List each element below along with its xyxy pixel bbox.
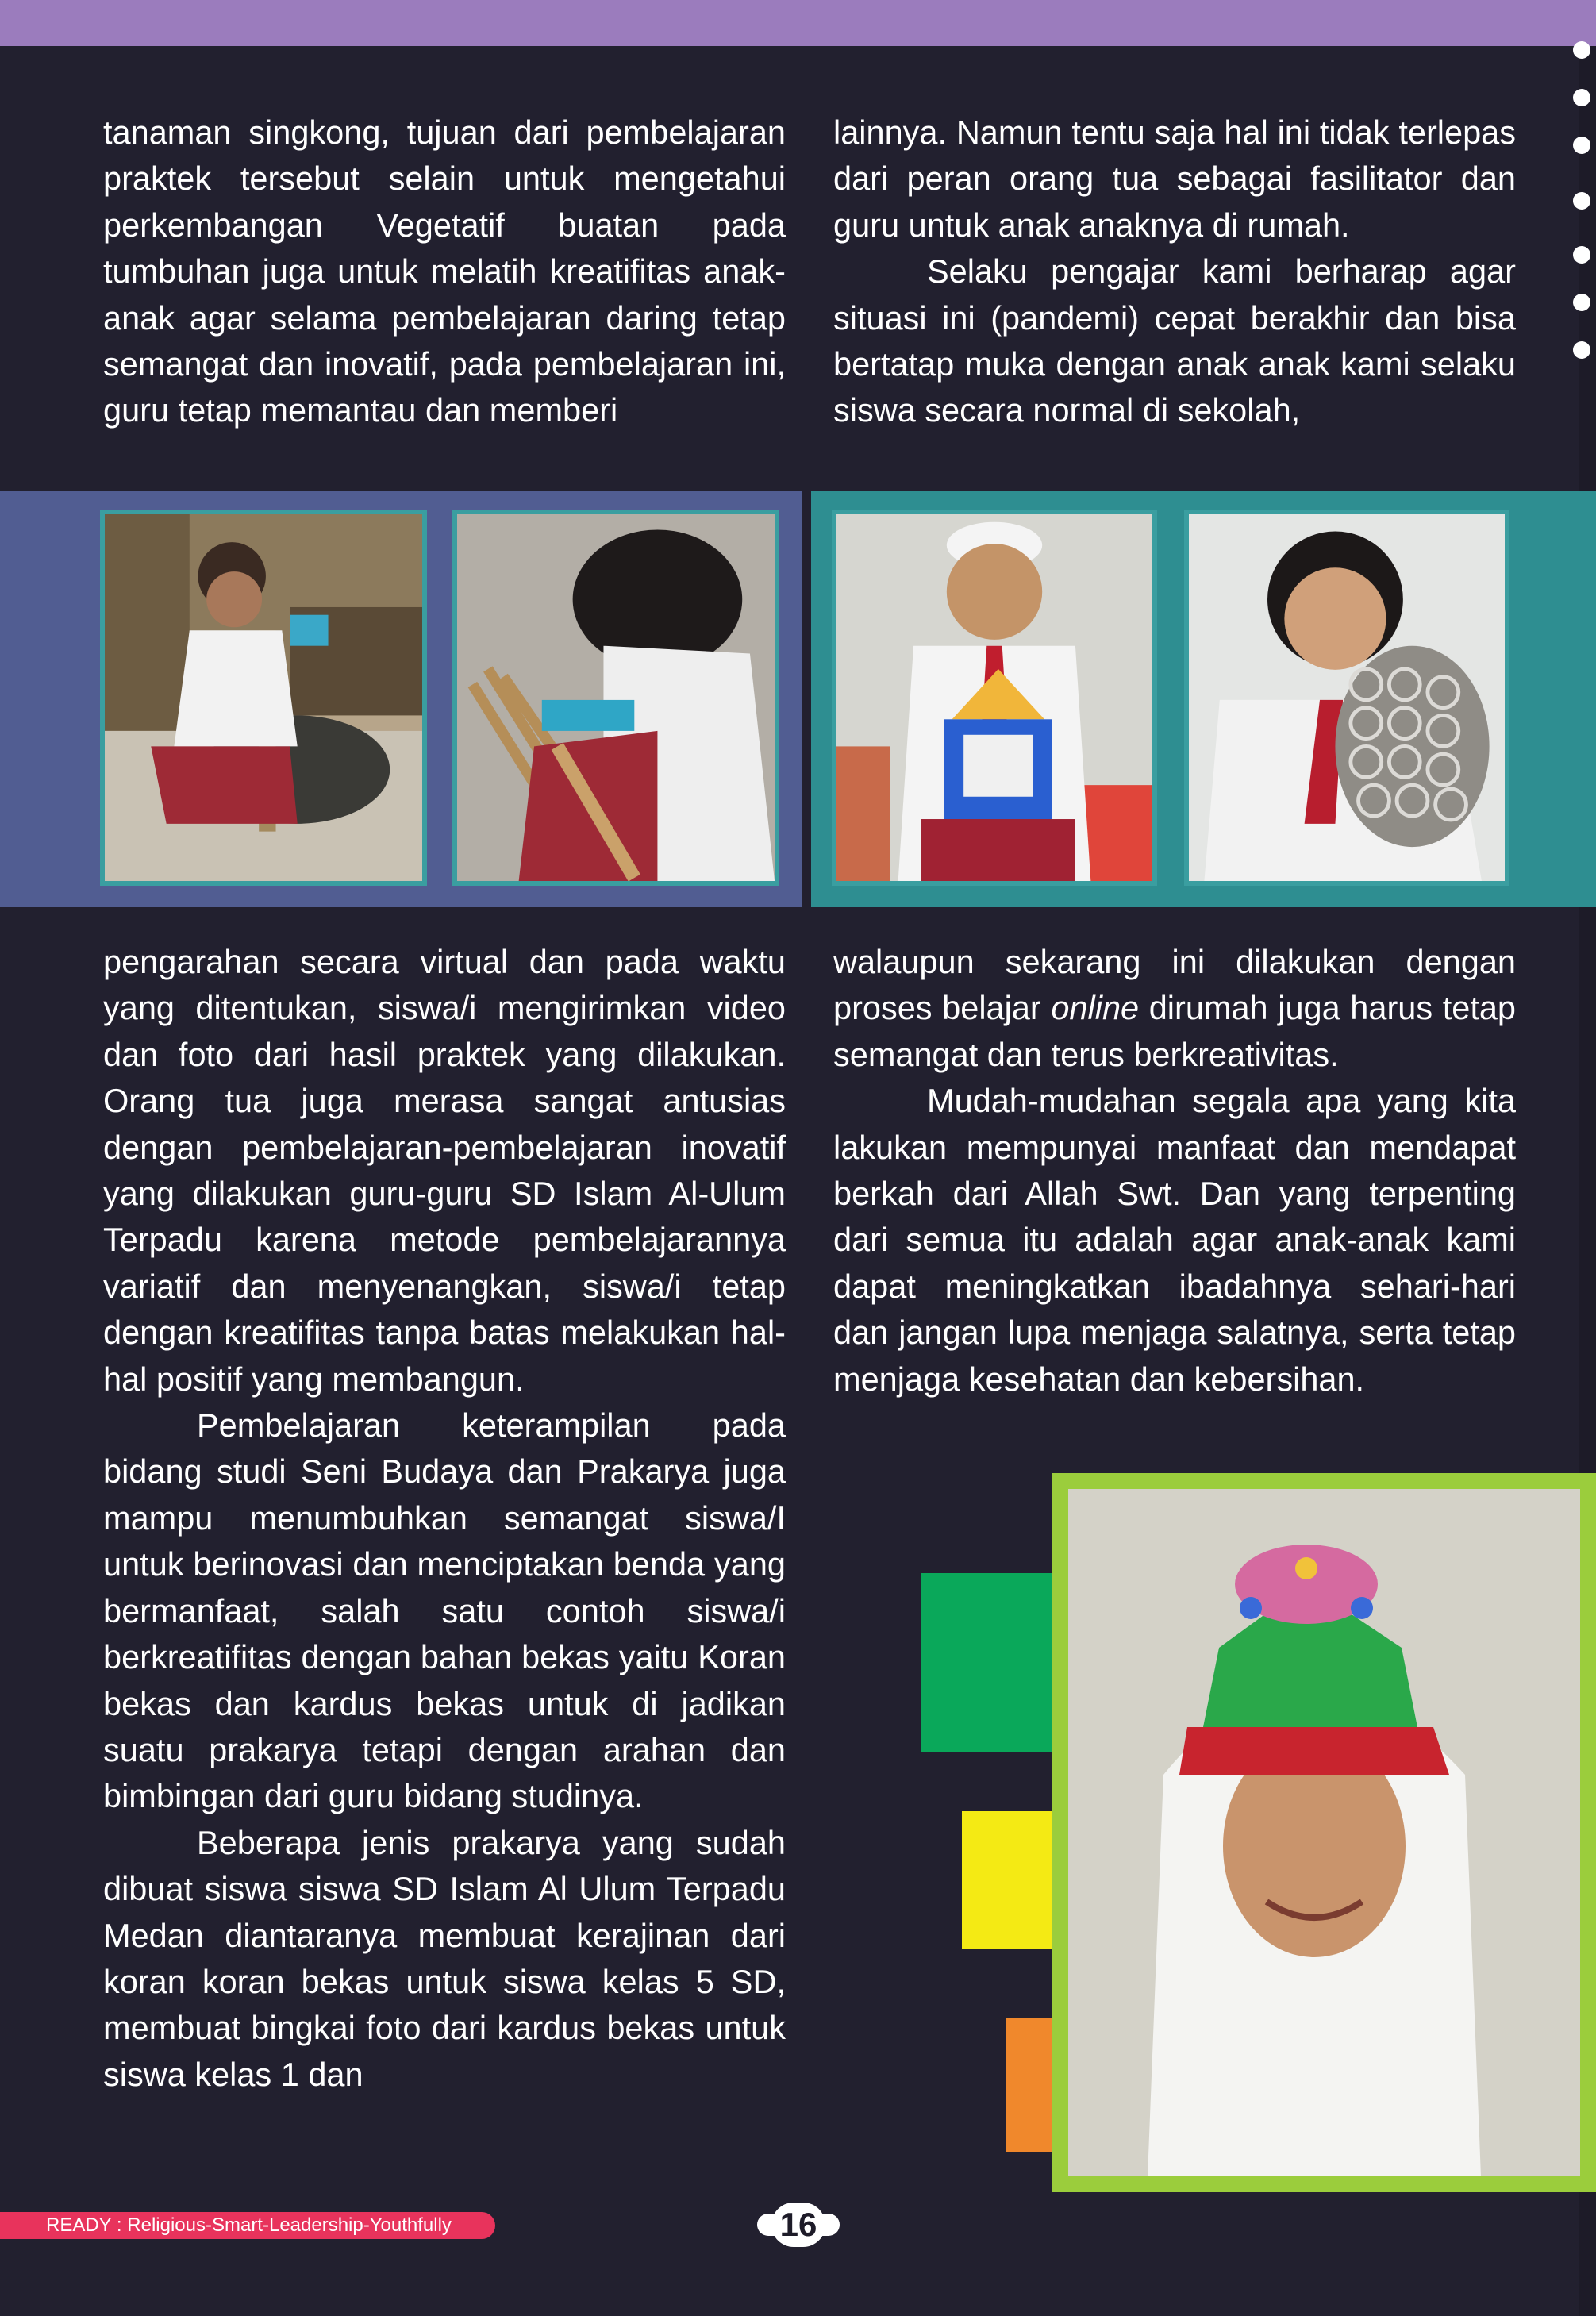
photo-boy-planting-cassava xyxy=(100,510,427,886)
paragraph: Selaku pengajar kami berharap agar situasi ini (pandemi) cepat berakhir dan bisa bertatap muka dengan anak anak kami selaku siswa secara normal di sekolah, xyxy=(833,252,1516,429)
binding-dot xyxy=(1573,294,1590,311)
bottom-right-column xyxy=(833,939,1516,1402)
binding-dot xyxy=(1573,341,1590,359)
paragraph: pengarahan secara virtual dan pada waktu yang ditentukan, siswa/i mengirimkan video dan foto dari hasil praktek yang dilakukan. Orang tua juga merasa sangat antusias dengan pembelajaran-pembelajaran inovatif yang dilakukan guru-guru SD Islam Al-Ulum Terpadu karena metode pembelajarannya variatif dan menyenangkan, siswa/i tetap dengan kreatifitas tanpa batas melakukan hal-hal positif yang membangun. xyxy=(103,943,786,1398)
page-number: 16 xyxy=(771,2203,825,2247)
photo-boy-cutting-stem xyxy=(452,510,779,886)
italic-word: online xyxy=(1051,989,1140,1027)
photo-boy-with-cardboard-frame xyxy=(832,510,1157,886)
paragraph xyxy=(833,939,1516,1078)
decor-orange-block xyxy=(1006,2018,1059,2152)
footer-tagline: READY : Religious-Smart-Leadership-Youthfully xyxy=(0,2212,495,2239)
binding-dot xyxy=(1573,41,1590,59)
top-right-column xyxy=(833,110,1516,434)
paragraph: lainnya. Namun tentu saja hal ini tidak terlepas dari peran orang tua sebagai fasilitator dan guru untuk anak anaknya di rumah. xyxy=(833,113,1516,244)
binding-dot xyxy=(1573,137,1590,154)
text-run: dirumah juga harus tetap semangat dan terus berkreativitas. xyxy=(833,989,1517,1073)
photo-boy-with-newspaper-basket xyxy=(1184,510,1509,886)
paragraph: Beberapa jenis prakarya yang sudah dibuat siswa siswa SD Islam Al Ulum Terpadu Medan diantaranya membuat kerajinan dari koran koran bekas untuk siswa kelas 5 SD, membuat bingkai foto dari kardus bekas untuk siswa kelas 1 dan xyxy=(103,1823,786,2093)
binding-dot xyxy=(1573,246,1590,264)
paragraph: Pembelajaran keterampilan pada bidang studi Seni Budaya dan Prakarya juga mampu menumbuhkan semangat siswa/I untuk berinovasi dan menciptakan benda yang bermanfaat, salah satu contoh siswa/i berkreatifitas dengan bahan bekas yaitu Koran bekas dan kardus bekas untuk di jadikan suatu prakarya tetapi dengan arahan dan bimbingan dari guru bidang studinya. xyxy=(103,1406,786,1815)
paragraph: tanaman singkong, tujuan dari pembelajaran praktek tersebut selain untuk mengetahui perkembangan Vegetatif buatan pada tumbuhan juga untuk melatih kreatifitas anak-anak agar selama pembelajaran daring tetap semangat dan inovatif, pada pembelajaran ini, guru tetap memantau dan memberi xyxy=(103,113,786,429)
binding-dot xyxy=(1573,89,1590,106)
paragraph: Mudah-mudahan segala apa yang kita lakukan mempunyai manfaat dan mendapat berkah dari Allah Swt. Dan yang terpenting dari semua itu adalah agar anak-anak kami dapat meningkatkan ibadahnya sehari-hari dan jangan lupa menjaga salatnya, serta tetap menjaga kesehatan dan kebersihan. xyxy=(833,1082,1516,1398)
page-number-badge xyxy=(752,2200,844,2249)
top-color-bar xyxy=(0,0,1596,46)
binding-dot xyxy=(1573,192,1590,210)
decor-green-block xyxy=(921,1573,1056,1752)
top-left-column xyxy=(103,110,786,434)
text-run: walaupun sekarang ini dilakukan dengan proses belajar xyxy=(833,943,1516,1027)
bottom-left-column xyxy=(103,939,786,2098)
decor-yellow-block xyxy=(962,1811,1057,1949)
photo-girl-with-paper-crown xyxy=(1052,1473,1596,2192)
